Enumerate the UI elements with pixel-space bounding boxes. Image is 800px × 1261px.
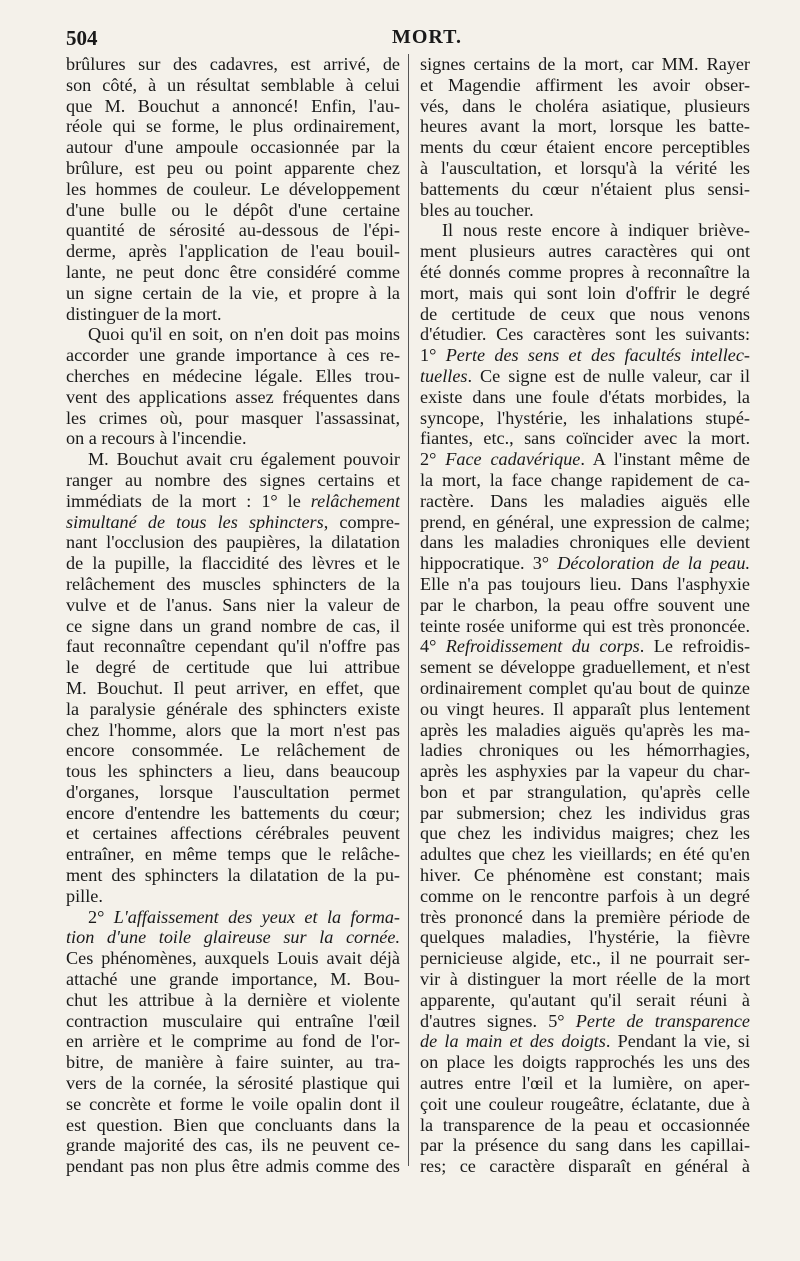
italic-span: Décoloration de la peau. bbox=[557, 553, 750, 574]
text-line bbox=[420, 532, 750, 553]
text-span: après les asphyxies par la vapeur du char- bbox=[420, 761, 750, 782]
text-line bbox=[66, 75, 400, 96]
text-line bbox=[66, 220, 400, 241]
text-span: en arrière et le comprime au fond de l'or- bbox=[66, 1031, 400, 1052]
text-line bbox=[420, 304, 750, 325]
text-line bbox=[420, 553, 750, 574]
text-line bbox=[66, 1115, 400, 1136]
text-span: autres entre l'œil et la lumière, on aper- bbox=[420, 1073, 750, 1094]
text-span: un signe certain de la vie, et propre à la bbox=[66, 282, 400, 303]
text-span: hippocratique. 3° bbox=[420, 553, 558, 574]
text-line bbox=[66, 657, 400, 678]
text-span: d'autres signes. 5° bbox=[420, 1010, 576, 1031]
text-line bbox=[66, 532, 400, 553]
text-line bbox=[66, 803, 400, 824]
text-span: contraction musculaire qui entraîne l'œil bbox=[66, 1010, 400, 1031]
italic-span: Refroidissement du corps bbox=[445, 636, 640, 657]
text-line bbox=[66, 96, 400, 117]
text-line bbox=[420, 96, 750, 117]
text-span: bles au toucher. bbox=[420, 199, 534, 220]
text-span: la mort, la face change rapidement de ca- bbox=[420, 469, 750, 490]
text-line bbox=[66, 200, 400, 221]
text-line bbox=[66, 324, 400, 345]
text-line bbox=[66, 241, 400, 262]
text-span: immédiats de la mort : 1° le bbox=[66, 490, 311, 511]
text-line bbox=[66, 782, 400, 803]
text-span: que M. Bouchut a annoncé! Enfin, l'au- bbox=[66, 95, 400, 116]
text-line bbox=[66, 262, 400, 283]
text-line bbox=[420, 262, 750, 283]
text-span: fiantes, etc., sans coïncider avec la mort. bbox=[420, 428, 750, 449]
text-span: sement se développe graduellement, et n'est bbox=[420, 657, 750, 678]
text-line bbox=[420, 491, 750, 512]
text-line bbox=[420, 886, 750, 907]
text-line bbox=[420, 366, 750, 387]
text-span: , compre- bbox=[323, 511, 400, 532]
text-span: ments du cœur étaient encore perceptibles bbox=[420, 137, 750, 158]
text-span: . Ce signe est de nulle valeur, car il bbox=[467, 365, 750, 386]
text-span: ractère. Dans les maladies aiguës elle bbox=[420, 490, 750, 511]
text-span: que chez les individus maigres; chez les bbox=[420, 823, 750, 844]
text-line bbox=[66, 616, 400, 637]
text-line bbox=[66, 699, 400, 720]
text-span: par submersion; chez les individus gras bbox=[420, 802, 750, 823]
text-line bbox=[66, 636, 400, 657]
text-line bbox=[66, 720, 400, 741]
text-span: hiver. Ce phénomène est constant; mais bbox=[420, 865, 750, 886]
text-line bbox=[420, 200, 750, 221]
text-span: très prononcé dans la première période de bbox=[420, 906, 750, 927]
text-span: entraîner, en même temps que le relâche- bbox=[66, 844, 400, 865]
text-span: nant l'occlusion des paupières, la dilatation bbox=[66, 532, 400, 553]
text-line bbox=[66, 865, 400, 886]
text-span: . Le refroidis- bbox=[639, 636, 750, 657]
italic-span: tuelles bbox=[420, 365, 468, 386]
text-line bbox=[66, 1011, 400, 1032]
page-header bbox=[66, 26, 788, 50]
text-span: Il nous reste encore à indiquer briève- bbox=[442, 220, 750, 241]
text-line bbox=[66, 304, 400, 325]
text-line bbox=[420, 428, 750, 449]
text-span: vers de la cornée, la sérosité plastique qui bbox=[66, 1073, 400, 1094]
text-span: distinguer de la mort. bbox=[66, 303, 222, 324]
text-span: brûlures sur des cadavres, est arrivé, de bbox=[66, 54, 400, 74]
text-line bbox=[420, 761, 750, 782]
text-line bbox=[66, 823, 400, 844]
text-line bbox=[420, 1135, 750, 1156]
text-line bbox=[420, 1073, 750, 1094]
text-span: battements du cœur n'étaient plus sensi- bbox=[420, 178, 750, 199]
text-line bbox=[66, 54, 400, 75]
text-line bbox=[420, 1031, 750, 1052]
text-span: mort, mais qui sont loin d'offrir le degré bbox=[420, 282, 750, 303]
text-line bbox=[420, 907, 750, 928]
text-span: quelques maladies, l'hystérie, la fièvre bbox=[420, 927, 750, 948]
text-span: chut les attribue à la dernière et violente bbox=[66, 989, 400, 1010]
text-line bbox=[420, 844, 750, 865]
text-span: heures avant la mort, lorsque les batte- bbox=[420, 116, 750, 137]
text-line bbox=[66, 553, 400, 574]
text-line bbox=[420, 345, 750, 366]
text-line bbox=[420, 616, 750, 637]
text-span: ce signe dans un grand nombre de cas, il bbox=[66, 615, 400, 636]
text-line bbox=[420, 220, 750, 241]
text-span: réole qui se forme, le plus ordinairement, bbox=[66, 116, 400, 137]
text-span: chez l'homme, alors que la mort n'est pas bbox=[66, 719, 400, 740]
text-span: ordinairement complet qu'au bout de quinze bbox=[420, 677, 750, 698]
text-line bbox=[66, 428, 400, 449]
text-span: Quoi qu'il en soit, on n'en doit pas moins bbox=[88, 324, 400, 345]
text-span: bitre, de manière à faire suinter, au tra- bbox=[66, 1052, 400, 1073]
text-line bbox=[420, 636, 750, 657]
text-span: Ces phénomènes, auxquels Louis avait déjà bbox=[66, 948, 400, 969]
text-span: apparente, qu'autant qu'il serait réuni à bbox=[420, 989, 750, 1010]
text-line bbox=[66, 345, 400, 366]
left-column bbox=[66, 54, 400, 1177]
text-span: çoit une couleur rougeâtre, éclatante, due à bbox=[420, 1093, 750, 1114]
text-line bbox=[66, 886, 400, 907]
text-line bbox=[66, 927, 400, 948]
text-span: . A l'instant même de bbox=[580, 449, 750, 470]
text-span: on place les doigts rapprochés les uns des bbox=[420, 1052, 750, 1073]
text-line bbox=[420, 470, 750, 491]
text-line bbox=[66, 1052, 400, 1073]
text-span: prend, en général, une expression de calme; bbox=[420, 511, 750, 532]
text-line bbox=[66, 574, 400, 595]
text-line bbox=[66, 283, 400, 304]
text-line bbox=[420, 595, 750, 616]
italic-span: Face cadavérique bbox=[445, 449, 581, 470]
text-line bbox=[66, 116, 400, 137]
text-span: par le charbon, la peau offre souvent une bbox=[420, 594, 750, 615]
text-span: autour d'une ampoule occasionnée par la bbox=[66, 137, 400, 158]
text-span: derme, après l'application de l'eau bouil- bbox=[66, 241, 400, 262]
text-line bbox=[66, 179, 400, 200]
text-line bbox=[66, 761, 400, 782]
text-span: quantité de sérosité au-dessous de l'épi- bbox=[66, 220, 400, 241]
running-title: MORT. bbox=[391, 26, 463, 48]
text-line bbox=[66, 408, 400, 429]
text-line bbox=[420, 1156, 750, 1177]
text-line bbox=[66, 387, 400, 408]
text-line bbox=[66, 158, 400, 179]
text-span: relâchement des muscles sphincters de la bbox=[66, 573, 400, 594]
text-line bbox=[66, 512, 400, 533]
text-line bbox=[420, 387, 750, 408]
text-span: la paralysie générale des sphincters existe bbox=[66, 698, 400, 719]
text-line bbox=[66, 449, 400, 470]
text-line bbox=[66, 678, 400, 699]
text-line bbox=[66, 948, 400, 969]
text-line bbox=[420, 179, 750, 200]
text-span: été donnés comme propres à reconnaître la bbox=[420, 261, 750, 282]
text-span: tous les sphincters a lieu, dans beaucoup bbox=[66, 761, 400, 782]
text-line bbox=[420, 823, 750, 844]
text-span: pernicieuse algide, etc., il ne pourrait ser- bbox=[420, 948, 750, 969]
text-span: ladies chroniques ou les hémorrhagies, bbox=[420, 740, 750, 761]
text-span: par la présence du sang dans les capillai- bbox=[420, 1135, 750, 1156]
text-line bbox=[420, 54, 750, 75]
text-span: le degré de certitude que lui attribue bbox=[66, 657, 400, 678]
text-span: et Magendie affirment les avoir obser- bbox=[420, 74, 750, 95]
text-line bbox=[420, 990, 750, 1011]
text-line bbox=[66, 740, 400, 761]
text-line bbox=[420, 1052, 750, 1073]
italic-span: relâchement bbox=[310, 490, 400, 511]
text-line bbox=[420, 927, 750, 948]
text-span: 2° bbox=[88, 906, 114, 927]
text-line bbox=[420, 137, 750, 158]
italic-span: simultané de tous les sphincters bbox=[66, 511, 324, 532]
text-span: adultes que chez les vieillards; en été qu'en bbox=[420, 844, 750, 865]
text-line bbox=[66, 470, 400, 491]
text-span: les crimes où, pour masquer l'assassinat, bbox=[66, 407, 400, 428]
text-line bbox=[420, 241, 750, 262]
text-line bbox=[66, 1156, 400, 1177]
text-span: teinte rosée uniforme qui est très prononcée. bbox=[420, 615, 750, 636]
text-span: faut reconnaître cependant qu'il n'offre pas bbox=[66, 636, 400, 657]
text-line bbox=[420, 75, 750, 96]
text-span: d'organes, lorsque l'auscultation permet bbox=[66, 781, 400, 802]
text-span: vés, dans le choléra asiatique, plusieurs bbox=[420, 95, 750, 116]
text-line bbox=[420, 1094, 750, 1115]
text-line bbox=[420, 865, 750, 886]
text-line bbox=[420, 803, 750, 824]
italic-span: tion d'une toile glaireuse sur la cornée. bbox=[66, 927, 400, 948]
text-span: dans les maladies chroniques elle devient bbox=[420, 532, 750, 553]
text-span: bon et par strangulation, qu'après celle bbox=[420, 781, 750, 802]
text-line bbox=[66, 491, 400, 512]
text-span: pendant pas non plus être admis comme des bbox=[66, 1156, 400, 1177]
italic-span: L'affaissement des yeux et la forma- bbox=[113, 906, 400, 927]
text-line bbox=[66, 1031, 400, 1052]
text-span: vulve et de l'anus. Sans nier la valeur de bbox=[66, 594, 400, 615]
text-span: brûlure, est peu ou point apparente chez bbox=[66, 157, 400, 178]
text-span: . Pendant la vie, si bbox=[605, 1031, 750, 1052]
page-number: 504 bbox=[66, 26, 98, 50]
right-column bbox=[420, 54, 750, 1177]
text-span: existe dans une foule d'états morbides, la bbox=[420, 386, 750, 407]
italic-span: de la main et des doigts bbox=[420, 1031, 606, 1052]
text-span: vir à distinguer la mort réelle de la mort bbox=[420, 969, 750, 990]
text-span: accorder une grande importance à ces re- bbox=[66, 345, 400, 366]
text-line bbox=[420, 512, 750, 533]
text-line bbox=[420, 574, 750, 595]
text-line bbox=[66, 366, 400, 387]
text-line bbox=[420, 678, 750, 699]
text-span: on a recours à l'incendie. bbox=[66, 428, 247, 449]
text-span: de la pupille, la flaccidité des lèvres et le bbox=[66, 553, 400, 574]
text-span: la transparence de la peau et occasionnée bbox=[420, 1114, 750, 1135]
text-line bbox=[420, 1115, 750, 1136]
text-span: M. Bouchut avait cru également pouvoir bbox=[88, 449, 400, 470]
text-span: ment plusieurs autres caractères qui ont bbox=[420, 241, 750, 262]
text-line bbox=[66, 1073, 400, 1094]
text-span: grande majorité des cas, ils ne peuvent ce- bbox=[66, 1135, 400, 1156]
text-line bbox=[420, 324, 750, 345]
text-line bbox=[66, 1094, 400, 1115]
text-line bbox=[420, 948, 750, 969]
text-span: ou vingt heures. Il apparaît plus lentement bbox=[420, 698, 750, 719]
text-span: est question. Bien que concluants dans la bbox=[66, 1114, 400, 1135]
text-line bbox=[420, 699, 750, 720]
text-span: Elle n'a pas toujours lieu. Dans l'asphyxie bbox=[420, 573, 750, 594]
text-line bbox=[420, 116, 750, 137]
text-span: ranger au nombre des signes certains et bbox=[66, 469, 400, 490]
text-line bbox=[420, 657, 750, 678]
text-line bbox=[420, 449, 750, 470]
text-span: res; ce caractère disparaît en général à bbox=[420, 1156, 750, 1177]
text-line bbox=[420, 720, 750, 741]
text-span: M. Bouchut. Il peut arriver, en effet, que bbox=[66, 677, 400, 698]
text-span: et certaines affections cérébrales peuvent bbox=[66, 823, 400, 844]
text-span: son côté, à un résultat semblable à celui bbox=[66, 74, 400, 95]
text-span: 1° bbox=[420, 345, 446, 366]
text-line bbox=[420, 1011, 750, 1032]
text-line bbox=[66, 969, 400, 990]
italic-span: Perte des sens et des facultés intellec- bbox=[445, 345, 750, 366]
text-span: encore d'entendre les battements du cœur; bbox=[66, 802, 400, 823]
text-span: ment des sphincters la dilatation de la pu- bbox=[66, 865, 400, 886]
text-span: syncope, l'hystérie, les inhalations stupé- bbox=[420, 407, 750, 428]
text-span: encore consommée. Le relâchement de bbox=[66, 740, 400, 761]
text-span: lante, ne peut donc être considéré comme bbox=[66, 261, 400, 282]
text-span: de certitude de ceux que nous venons bbox=[420, 303, 750, 324]
text-span: 2° bbox=[420, 449, 446, 470]
text-span: d'étudier. Ces caractères sont les suivants: bbox=[420, 324, 750, 345]
text-span: vent des applications assez fréquentes dans bbox=[66, 386, 400, 407]
text-span: pille. bbox=[66, 885, 103, 906]
text-line bbox=[420, 283, 750, 304]
text-span: cherches en médecine légale. Elles trou- bbox=[66, 365, 400, 386]
text-span: se concrète et forme le voile opalin dont il bbox=[66, 1093, 400, 1114]
text-span: à l'auscultation, et lorsqu'à la vérité les bbox=[420, 157, 750, 178]
text-line bbox=[66, 595, 400, 616]
text-span: après les maladies aiguës qu'après les ma- bbox=[420, 719, 750, 740]
text-span: attaché une grande importance, M. Bou- bbox=[66, 969, 400, 990]
text-span: comme on le rencontre parfois à un degré bbox=[420, 885, 750, 906]
text-line bbox=[66, 990, 400, 1011]
text-line bbox=[420, 969, 750, 990]
italic-span: Perte de transparence bbox=[575, 1010, 750, 1031]
text-line bbox=[66, 907, 400, 928]
text-line bbox=[66, 1135, 400, 1156]
text-span: 4° bbox=[420, 636, 446, 657]
text-line bbox=[420, 408, 750, 429]
text-line bbox=[66, 844, 400, 865]
text-line bbox=[66, 137, 400, 158]
text-span: signes certains de la mort, car MM. Rayer bbox=[420, 54, 750, 74]
text-line bbox=[420, 158, 750, 179]
column-divider bbox=[408, 54, 409, 1166]
text-span: les hommes de couleur. Le développement bbox=[66, 178, 400, 199]
text-line bbox=[420, 740, 750, 761]
text-span: d'une bulle ou le dépôt d'une certaine bbox=[66, 199, 400, 220]
text-line bbox=[420, 782, 750, 803]
